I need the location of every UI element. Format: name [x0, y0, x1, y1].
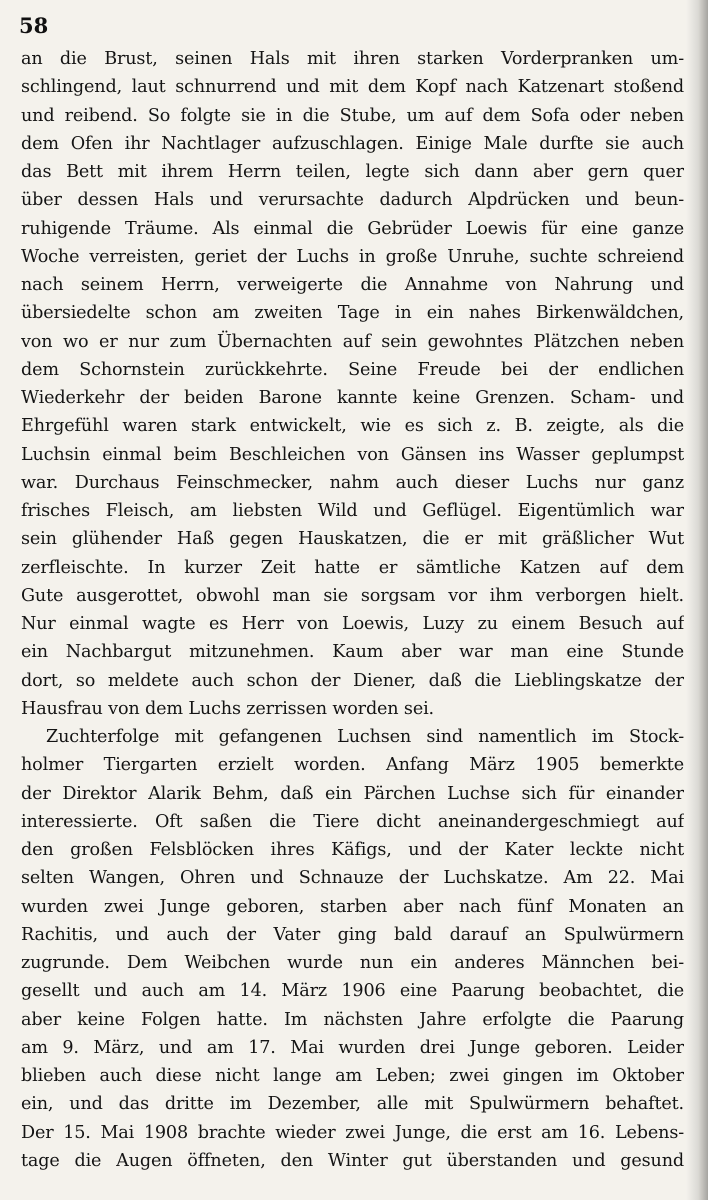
- text-line: zugrunde. Dem Weibchen wurde nun ein anderes Männchen bei-: [21, 953, 684, 973]
- text-line: an die Brust, seinen Hals mit ihren starken Vorderpranken um-: [21, 49, 684, 69]
- body-text: [21, 45, 684, 1175]
- text-line: schlingend, laut schnurrend und mit dem Kopf nach Katzenart stoßend: [21, 77, 684, 98]
- text-line: gesellt und auch am 14. März 1906 eine Paarung beobachtet, die: [21, 981, 684, 1002]
- text-line: zerfleischte. In kurzer Zeit hatte er sämtliche Katzen auf dem: [21, 557, 684, 578]
- text-line: blieben auch diese nicht lange am Leben; zwei gingen im Oktober: [21, 1066, 684, 1086]
- text-line: ein Nachbargut mitzunehmen. Kaum aber war man eine Stunde: [21, 642, 684, 663]
- text-line: Rachitis, und auch der Vater ging bald darauf an Spulwürmern: [21, 924, 684, 945]
- page-number: 58: [19, 13, 49, 38]
- text-line: holmer Tiergarten erzielt worden. Anfang März 1905 bemerkte: [21, 755, 684, 776]
- text-line: Ehrgefühl waren stark entwickelt, wie es sich z. B. zeigte, als die: [21, 416, 684, 437]
- text-line: wurden zwei Junge geboren, starben aber nach fünf Monaten an: [21, 896, 684, 917]
- text-line: der Direktor Alarik Behm, daß ein Pärchen Luchse sich für einander: [21, 783, 684, 804]
- text-line: frisches Fleisch, am liebsten Wild und Geflügel. Eigentümlich war: [21, 501, 684, 521]
- text-line: und reibend. So folgte sie in die Stube, um auf dem Sofa oder neben: [21, 105, 684, 126]
- text-line: Woche verreisten, geriet der Luchs in große Unruhe, suchte schreiend: [21, 246, 684, 267]
- paragraph-start-line: Zuchterfolge mit gefangenen Luchsen sind namentlich im Stock-: [46, 727, 684, 747]
- paragraph-end-line: Hausfrau von dem Luchs zerrissen worden sei.: [21, 698, 434, 719]
- text-line: aber keine Folgen hatte. Im nächsten Jahre erfolgte die Paarung: [21, 1009, 684, 1030]
- text-line: das Bett mit ihrem Herrn teilen, legte sich dann aber gern quer: [21, 162, 684, 182]
- text-line: dem Ofen ihr Nachtlager aufzuschlagen. Einige Male durfte sie auch: [21, 133, 684, 154]
- text-line: Luchsin einmal beim Beschleichen von Gänsen ins Wasser geplumpst: [21, 444, 684, 465]
- text-line: von wo er nur zum Übernachten auf sein gewohntes Plätzchen neben: [21, 331, 684, 352]
- text-line: dem Schornstein zurückkehrte. Seine Freude bei der endlichen: [21, 359, 684, 380]
- text-line: selten Wangen, Ohren und Schnauze der Luchskatze. Am 22. Mai: [21, 868, 684, 889]
- text-line: ein, und das dritte im Dezember, alle mit Spulwürmern behaftet.: [21, 1094, 684, 1115]
- text-line: ruhigende Träume. Als einmal die Gebrüder Loewis für eine ganze: [21, 218, 684, 239]
- text-line: über dessen Hals und verursachte dadurch Alpdrücken und beun-: [21, 190, 684, 211]
- text-line: war. Durchaus Feinschmecker, nahm auch dieser Luchs nur ganz: [21, 472, 684, 493]
- text-line: tage die Augen öffneten, den Winter gut überstanden und gesund: [21, 1150, 684, 1171]
- text-line: den großen Felsblöcken ihres Käfigs, und der Kater leckte nicht: [21, 840, 684, 860]
- text-line: Der 15. Mai 1908 brachte wieder zwei Junge, die erst am 16. Lebens-: [21, 1122, 684, 1143]
- text-line: nach seinem Herrn, verweigerte die Annahme von Nahrung und: [21, 275, 684, 295]
- text-line: Nur einmal wagte es Herr von Loewis, Luzy zu einem Besuch auf: [21, 614, 684, 634]
- text-line: dort, so meldete auch schon der Diener, daß die Lieblingskatze der: [21, 670, 684, 691]
- text-line: Wiederkehr der beiden Barone kannte keine Grenzen. Scham- und: [21, 388, 684, 408]
- text-line: übersiedelte schon am zweiten Tage in ein nahes Birkenwäldchen,: [21, 303, 684, 324]
- text-line: interessierte. Oft saßen die Tiere dicht aneinandergeschmiegt auf: [21, 811, 684, 832]
- text-line: sein glühender Haß gegen Hauskatzen, die er mit gräßlicher Wut: [21, 529, 684, 550]
- text-line: am 9. März, und am 17. Mai wurden drei Junge geboren. Leider: [21, 1037, 684, 1058]
- text-line: Gute ausgerottet, obwohl man sie sorgsam vor ihm verborgen hielt.: [21, 585, 684, 606]
- page-edge-shadow: [686, 0, 708, 1200]
